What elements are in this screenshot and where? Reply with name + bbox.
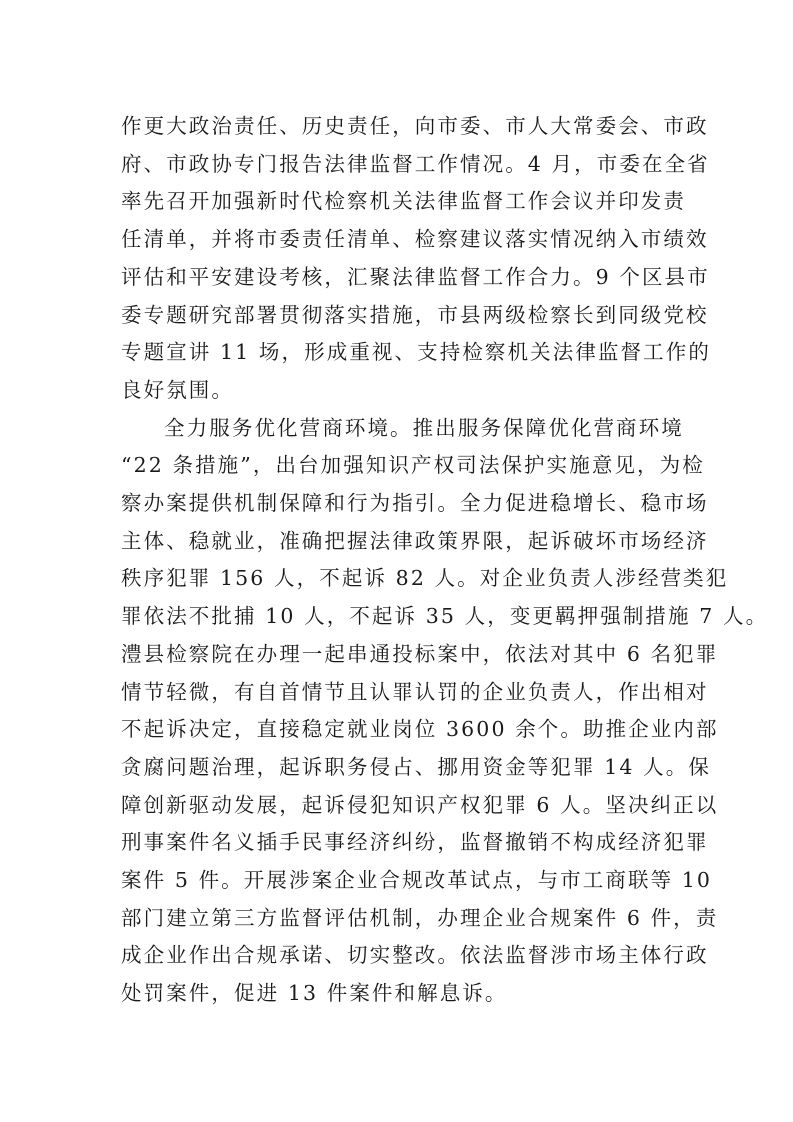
text-line: 罪依法不批捕 10 人，不起诉 35 人，变更羁押强制措施 7 人。 — [121, 604, 769, 629]
text-line: 成企业作出合规承诺、切实整改。依法监督涉市场主体行政 — [121, 943, 709, 968]
text-line: 处罚案件，促进 13 件案件和解息诉。 — [121, 981, 508, 1006]
document-page — [121, 108, 769, 1013]
text-line: 评估和平安建设考核，汇聚法律监督工作合力。9 个区县市 — [121, 264, 710, 289]
text-line: 察办案提供机制保障和行为指引。全力促进稳增长、稳市场 — [121, 491, 709, 516]
paragraph-1 — [121, 108, 711, 410]
text-line: 贪腐问题治理，起诉职务侵占、挪用资金等犯罪 14 人。保 — [121, 754, 711, 779]
text-line: 主体、稳就业，准确把握法律政策界限，起诉破坏市场经济 — [121, 528, 709, 553]
text-line: 刑事案件名义插手民事经济纠纷，监督撤销不构成经济犯罪 — [121, 830, 709, 855]
text-line: 不起诉决定，直接稳定就业岗位 3600 余个。助推企业内部 — [121, 717, 719, 742]
text-line: 良好氛围。 — [121, 377, 234, 402]
text-line: 部门建立第三方监督评估机制，办理企业合规案件 6 件，责 — [121, 905, 719, 930]
text-line: 障创新驱动发展，起诉侵犯知识产权犯罪 6 人。坚决纠正以 — [121, 792, 719, 817]
text-line: 率先召开加强新时代检察机关法律监督工作会议并印发责 — [121, 189, 686, 214]
text-line: 澧县检察院在办理一起串通投标案中，依法对其中 6 名犯罪 — [121, 641, 719, 666]
paragraph-2 — [121, 410, 769, 1013]
text-line: 府、市政协专门报告法律监督工作情况。4 月，市委在全省 — [121, 151, 710, 176]
text-line: “22 条措施”，出台加强知识产权司法保护实施意见，为检 — [121, 453, 705, 478]
text-line: 委专题研究部署贯彻落实措施，市县两级检察长到同级党校 — [121, 302, 709, 327]
text-line: 案件 5 件。开展涉案企业合规改革试点，与市工商联等 10 — [121, 868, 713, 893]
text-line: 任清单，并将市委责任清单、检察建议落实情况纳入市绩效 — [121, 227, 709, 252]
text-line: 专题宣讲 11 场，形成重视、支持检察机关法律监督工作的 — [121, 340, 711, 365]
text-line: 秩序犯罪 156 人，不起诉 82 人。对企业负责人涉经营类犯 — [121, 566, 729, 591]
text-line-indented: 全力服务优化营商环境。推出服务保障优化营商环境 — [164, 415, 684, 440]
text-line: 情节轻微，有自首情节且认罪认罚的企业负责人，作出相对 — [121, 679, 709, 704]
text-line: 作更大政治责任、历史责任，向市委、市人大常委会、市政 — [121, 114, 709, 138]
